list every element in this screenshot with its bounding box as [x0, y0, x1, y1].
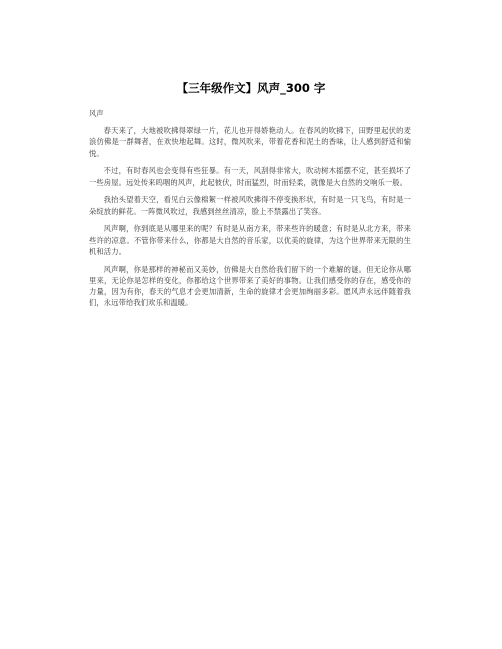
paragraph-3: 我抬头望着天空，看见白云像棉絮一样被风吹拂得不停变换形状，有时是一只飞鸟，有时是一朵绽放的鲜花。一阵微风吹过，我感到丝丝清凉，脸上不禁露出了笑容。 — [89, 195, 411, 216]
paragraph-5: 风声啊，你是那样的神秘而又美妙，仿佛是大自然给我们留下的一个难解的谜。但无论你从哪里来，无论你是怎样的变化，你都给这个世界带来了美好的事物。让我们感受你的存在，感受你的力量，因为有你，春天的气息才会更加清新，生命的旋律才会更加绚丽多彩。愿风声永远伴随着我们，永远带给我们欢乐和温暖。 — [89, 264, 411, 308]
paragraph-4: 风声啊，你到底是从哪里来的呢？有时是从南方来，带来些许的暖意；有时是从北方来，带来些许的凉意。不管你带来什么，你都是大自然的音乐家，以优美的旋律，为这个世界带来无限的生机和活力。 — [89, 224, 411, 256]
page-title: 【三年级作文】风声_300 字 — [176, 81, 326, 95]
article-subtitle: 风声 — [89, 109, 104, 118]
paragraph-1: 春天来了，大地被吹拂得翠绿一片，花儿也开得娇艳动人。在春风的吹拂下，田野里起伏的麦浪仿佛是一群舞者，在欢快地起舞。这时，微风吹来，带着花香和泥土的香味，让人感到舒适和愉悦。 — [89, 126, 411, 158]
paragraph-2: 不过，有时春风也会变得有些狂暴。有一天，风刮得非常大，吹动树木摇摆不定，甚至损坏了一些房屋。远处传来呜咽的风声，此起彼伏，时而猛烈，时而轻柔，就像是大自然的交响乐一般。 — [89, 166, 411, 187]
article-body — [89, 108, 411, 315]
